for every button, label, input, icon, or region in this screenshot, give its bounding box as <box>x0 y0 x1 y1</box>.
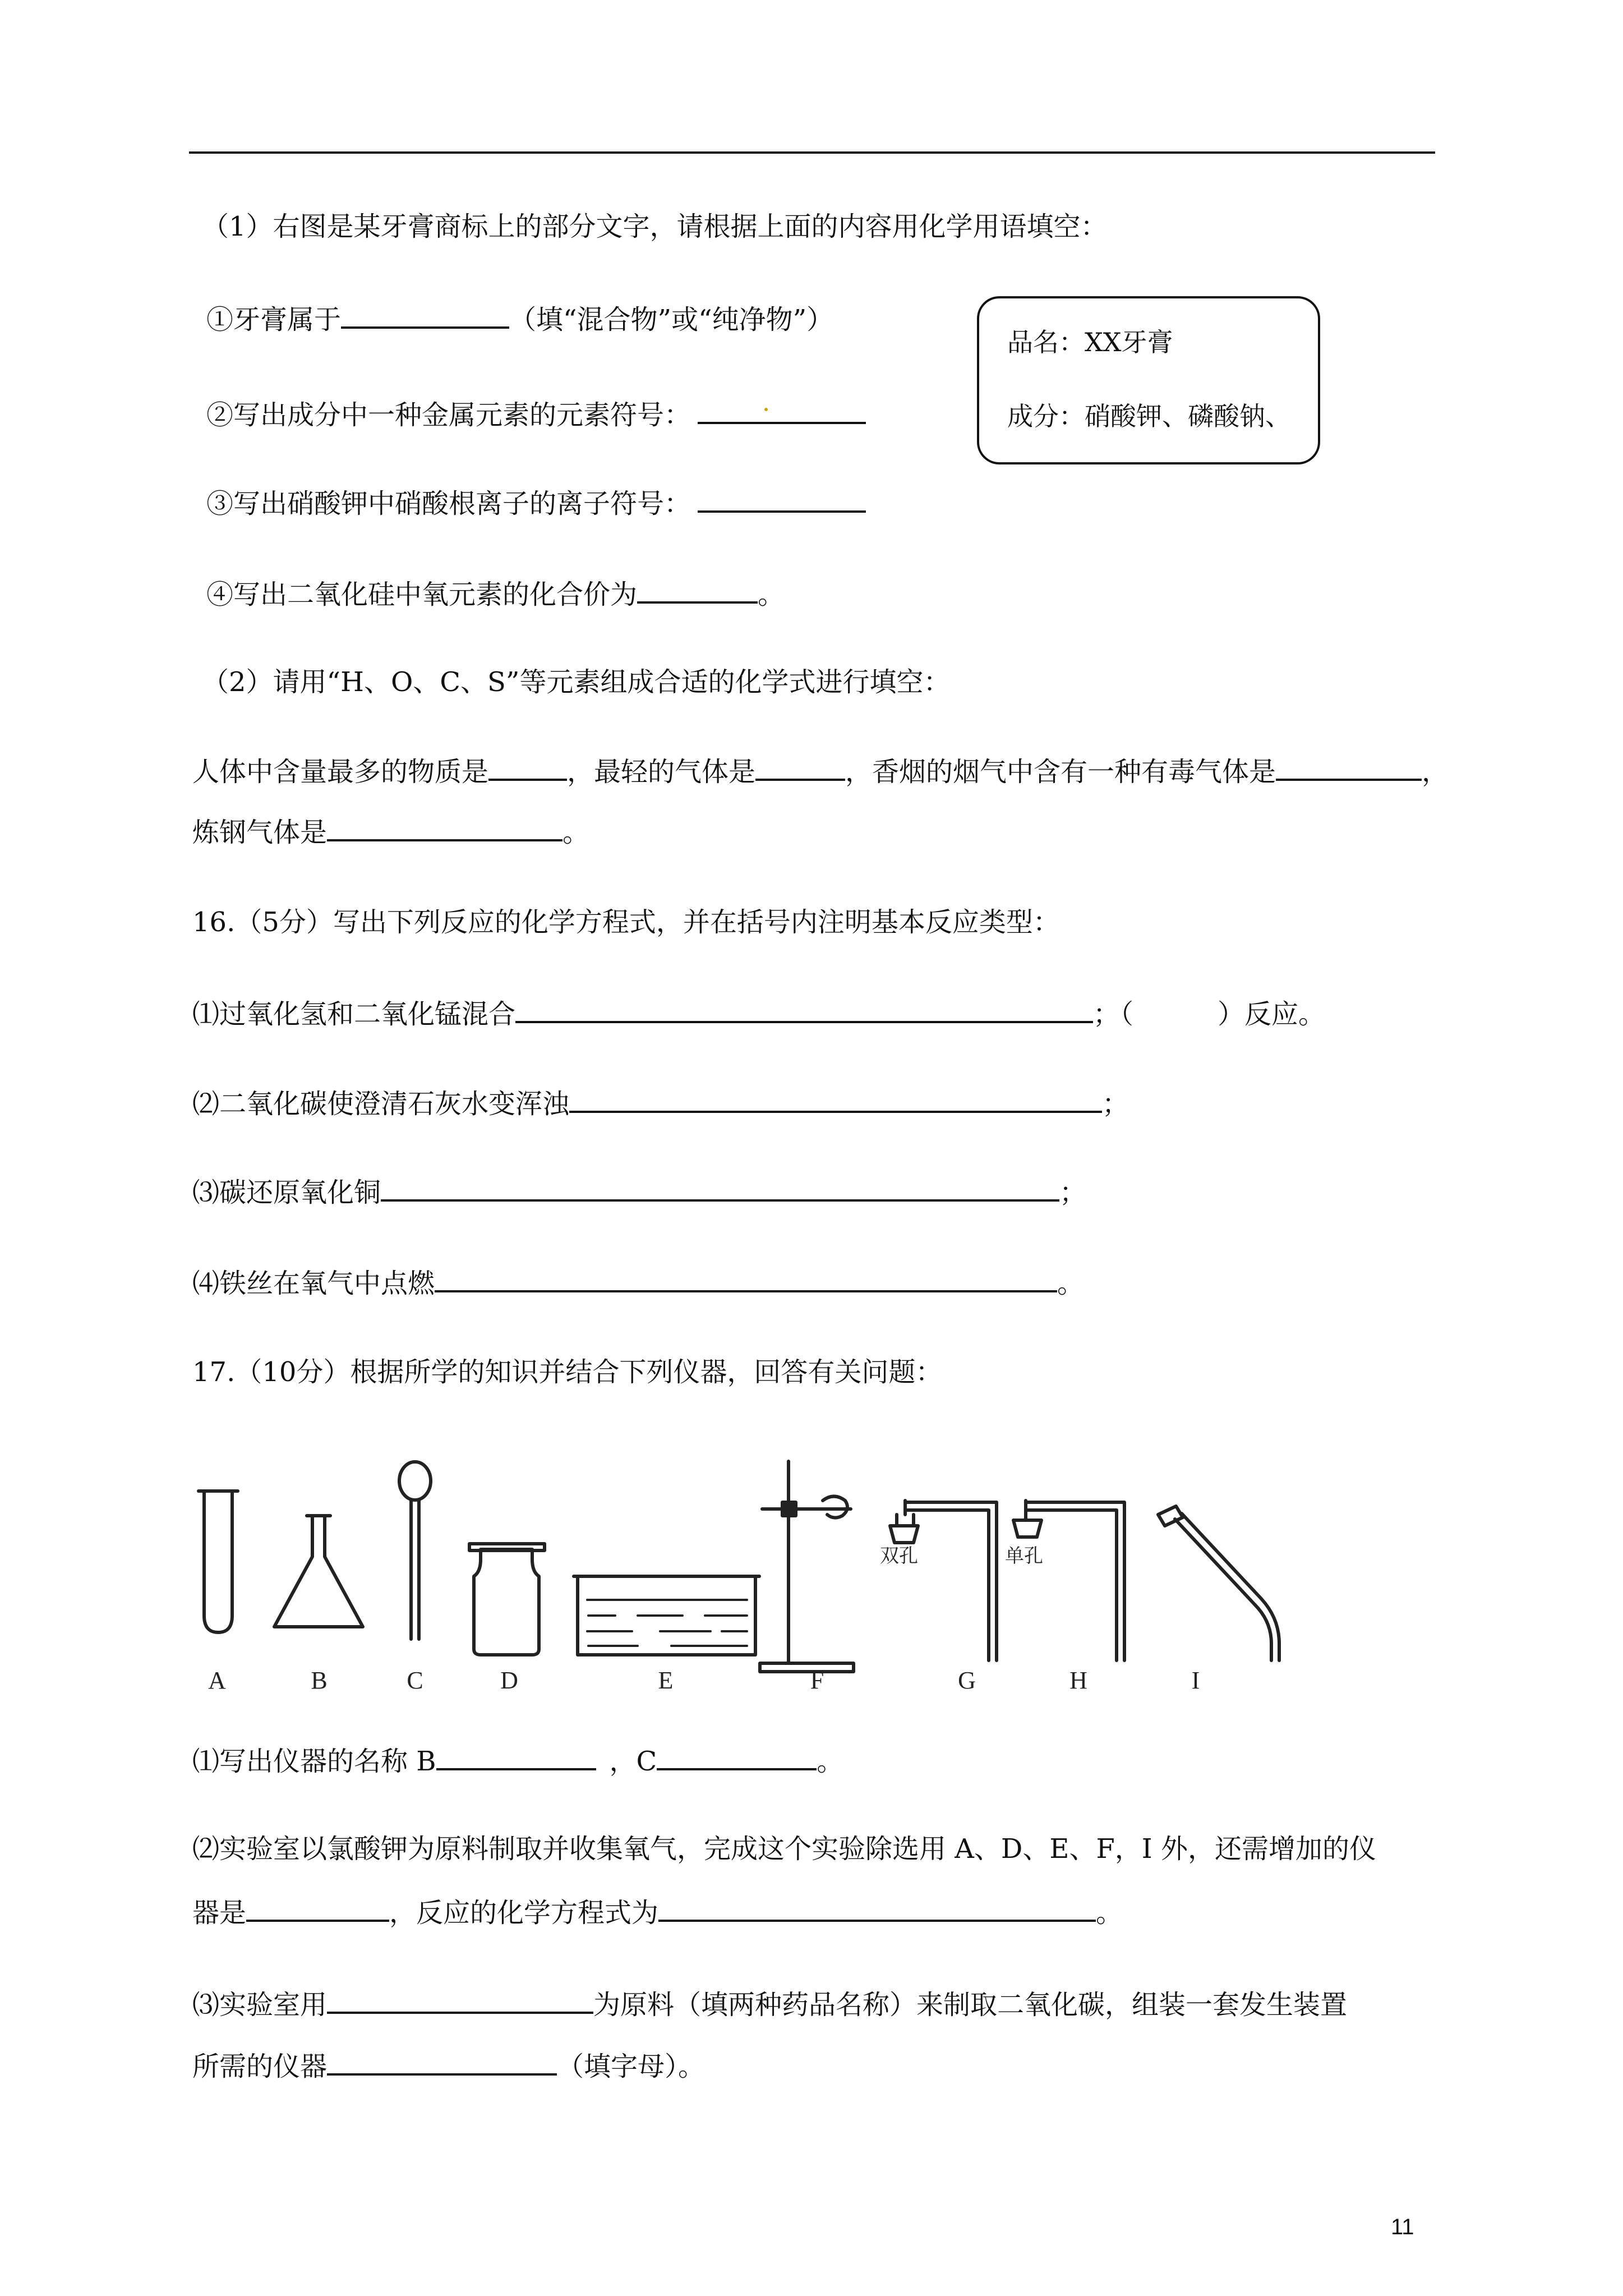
gas-jar-icon <box>474 1559 539 1655</box>
label-E: E <box>658 1667 674 1694</box>
answer-blank[interactable] <box>1276 752 1422 781</box>
part2-text-2: ，最轻的气体是 <box>567 756 756 788</box>
q17-a2-text-2: ，反应的化学方程式为 <box>389 1897 659 1929</box>
label-D: D <box>500 1667 518 1694</box>
reaction-1-tail: ；（ <box>1093 999 1134 1030</box>
q17-answer-2-line2 <box>192 1893 1123 1931</box>
header-rule <box>189 151 1435 154</box>
answer-blank[interactable] <box>246 1893 389 1922</box>
label-G: G <box>958 1667 976 1694</box>
part2-text-1: 人体中含量最多的物质是 <box>192 756 489 788</box>
part2-line1 <box>192 752 1449 790</box>
answer-blank[interactable] <box>698 484 866 513</box>
reaction-3-end: ； <box>1059 1177 1087 1208</box>
q17-a1-end: 。 <box>817 1746 844 1777</box>
q17-a2-text: 器是 <box>192 1897 247 1929</box>
part2-text-6: 。 <box>562 817 590 848</box>
reaction-1-end: ）反应。 <box>1218 999 1326 1030</box>
question-2 <box>206 395 866 433</box>
question-2-text: ②写出成分中一种金属元素的元素符号： <box>206 399 691 431</box>
question-3-text: ③写出硝酸钾中硝酸根离子的离子符号： <box>206 488 691 519</box>
label-B: B <box>311 1667 328 1694</box>
label-C: C <box>407 1667 423 1694</box>
product-ingredients: 成分：硝酸钾、磷酸钠、 <box>1007 401 1291 431</box>
stopper-label-double: 双孔 <box>880 1545 918 1567</box>
q17-answer-3-line1 <box>192 1985 1347 2023</box>
page-number: 11 <box>1391 2215 1414 2239</box>
q16-reaction-3 <box>192 1172 1086 1211</box>
part2-text-4: ， <box>1422 756 1449 788</box>
question-4-end: 。 <box>758 579 785 610</box>
question-4 <box>206 574 785 613</box>
answer-blank[interactable] <box>637 574 758 604</box>
q17-a1-text: ⑴写出仪器的名称 B <box>192 1746 436 1777</box>
q17-a3-text-3: 所需的仪器 <box>192 2051 328 2082</box>
part2-line2 <box>192 812 589 850</box>
question-4-text: ④写出二氧化硅中氧元素的化合价为 <box>206 579 638 610</box>
answer-blank[interactable] <box>657 1741 817 1770</box>
reaction-2-end: ； <box>1102 1088 1129 1120</box>
label-I: I <box>1191 1667 1200 1694</box>
answer-blank[interactable] <box>515 994 1093 1023</box>
question-1 <box>206 300 833 338</box>
q16-title: 16.（5分）写出下列反应的化学方程式，并在括号内注明基本反应类型： <box>192 907 1060 938</box>
q17-answer-2-line1: ⑵实验室以氯酸钾为原料制取并收集氧气，完成这个实验除选用 A、D、E、F，I 外，还需增加的仪 <box>192 1833 1376 1865</box>
q17-answer-3-line2 <box>192 2046 705 2085</box>
label-A: A <box>208 1667 226 1694</box>
reaction-4-end: 。 <box>1057 1268 1085 1299</box>
reaction-4-text: ⑷铁丝在氧气中点燃 <box>192 1268 435 1299</box>
question-3 <box>206 484 866 522</box>
question-1-hint: （填“混合物”或“纯净物”） <box>509 304 834 335</box>
label-F: F <box>810 1667 824 1694</box>
answer-blank[interactable] <box>436 1741 596 1770</box>
q17-a3-text-2: 为原料（填两种药品名称）来制取二氧化碳，组装一套发生装置 <box>593 1989 1348 2021</box>
q17-a2-end: 。 <box>1096 1897 1123 1929</box>
q16-reaction-4 <box>192 1263 1084 1301</box>
part2-intro: （2）请用“H、O、C、S”等元素组成合适的化学式进行填空： <box>202 666 951 698</box>
answer-blank[interactable] <box>658 1893 1096 1922</box>
answer-blank[interactable] <box>569 1084 1102 1113</box>
answer-blank[interactable] <box>341 300 509 329</box>
toothpaste-label-box <box>977 296 1320 464</box>
stopper-label-single: 单孔 <box>1005 1545 1043 1567</box>
part2-text-5: 炼钢气体是 <box>192 817 328 848</box>
ink-speck <box>764 408 768 411</box>
answer-blank[interactable] <box>327 1985 593 2014</box>
q17-answer-1 <box>192 1741 843 1779</box>
q16-reaction-1 <box>192 994 1325 1032</box>
test-tube-icon <box>204 1491 232 1632</box>
q17-a1-mid: ，C <box>609 1746 657 1777</box>
answer-blank[interactable] <box>327 812 562 841</box>
conical-flask-icon <box>274 1516 363 1627</box>
lab-apparatus-figure <box>189 1425 1311 1694</box>
answer-blank[interactable] <box>698 395 866 424</box>
long-neck-funnel-icon <box>399 1462 431 1500</box>
part1-intro: （1）右图是某牙膏商标上的部分文字，请根据上面的内容用化学用语填空： <box>202 211 1108 242</box>
reaction-1-text: ⑴过氧化氢和二氧化锰混合 <box>192 999 516 1030</box>
q17-title: 17.（10分）根据所学的知识并结合下列仪器，回答有关问题： <box>192 1356 943 1388</box>
product-name: 品名：XX牙膏 <box>1007 327 1173 357</box>
part2-text-3: ，香烟的烟气中含有一种有毒气体是 <box>845 756 1276 788</box>
q17-a3-text: ⑶实验室用 <box>192 1989 328 2021</box>
q17-a3-text-4: （填字母）。 <box>557 2051 706 2082</box>
answer-blank[interactable] <box>488 752 567 781</box>
question-1-text: ①牙膏属于 <box>206 304 342 335</box>
reaction-2-text: ⑵二氧化碳使澄清石灰水变浑浊 <box>192 1088 570 1120</box>
reaction-3-text: ⑶碳还原氧化铜 <box>192 1177 381 1208</box>
answer-blank[interactable] <box>755 752 845 781</box>
answer-blank[interactable] <box>381 1172 1059 1202</box>
apparatus-drawing <box>189 1425 1311 1694</box>
label-H: H <box>1069 1667 1087 1694</box>
q16-reaction-2 <box>192 1084 1129 1122</box>
answer-blank[interactable] <box>327 2046 557 2076</box>
answer-blank[interactable] <box>435 1263 1057 1292</box>
